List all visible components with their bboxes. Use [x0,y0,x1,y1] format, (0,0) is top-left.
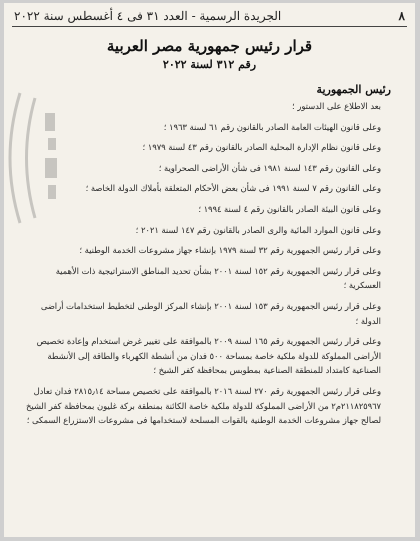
gazette-issue-line: الجريدة الرسمية - العدد ٣١ فى ٤ أغسطس سنة ٢٠٢٢ [14,9,282,23]
decree-body [26,99,395,428]
body-line: وعلى قانون الموارد المائية والرى الصادر بالقانون رقم ١٤٧ لسنة ٢٠٢١ ؛ [135,224,381,235]
body-line: وعلى القانون رقم ١٤٣ لسنة ١٩٨١ فى شأن الأراضى الصحراوية ؛ [158,162,381,173]
page-number: ٨ [398,9,405,23]
body-line: وعلى قرار رئيس الجمهورية رقم ١٥٣ لسنة ٢٠٠١ بإنشاء المركز الوطنى لتخطيط استخدامات أراضى الدولة ؛ [40,300,381,326]
body-line: وعلى قانون البيئة الصادر بالقانون رقم ٤ لسنة ١٩٩٤ ؛ [198,203,381,214]
body-line: وعلى قرار رئيس الجمهورية رقم ٢٧٠ لسنة ٢٠١٦ بالموافقة على تخصيص مساحة ٢٨١٥٫١٤ فدان تعادل ٢١١٨٢٥٩٦٧م٢ من الأراضى المملوكة للدولة ملكية خاصة الكائنة بمنطقة بركة غليون بمحافظة كفر الشيخ لصالح جهاز مشروعات الخدمة الوطنية بالقوات المسلحة لاستخدامها فى مشروعات الاستزراع السمكى ؛ [26,385,381,426]
body-line: بعد الاطلاع على الدستور ؛ [292,101,381,111]
body-line: وعلى قرار رئيس الجمهورية رقم ١٥٢ لسنة ٢٠٠١ بشأن تحديد المناطق الاستراتيجية ذات الأهمية العسكرية ؛ [55,265,381,291]
body-line: وعلى قانون الهيئات العامة الصادر بالقانون رقم ٦١ لسنة ١٩٦٣ ؛ [163,121,381,132]
decree-number: رقم ٣١٢ لسنة ٢٠٢٢ [162,58,257,71]
body-line: وعلى قرار رئيس الجمهورية رقم ١٦٥ لسنة ٢٠٠٩ بالموافقة على تغيير غرض استخدام وإعادة تخصيص الأراضى المملوكة للدولة ملكية خاصة بمساحة ٥٠٠ فدان من أنشطة الكهرباء والطاقة إلى الأنشطة الصناعية كامتداد للمنطقة الصناعية بمطوبس بمحافظة كفر الشيخ ؛ [36,336,381,376]
body-line: وعلى قانون نظام الإدارة المحلية الصادر بالقانون رقم ٤٣ لسنة ١٩٧٩ ؛ [142,142,381,153]
decree-title: قرار رئيس جمهورية مصر العربية [106,37,313,55]
body-line: وعلى قرار رئيس الجمهورية رقم ٣٢ لسنة ١٩٧٩ بإنشاء جهاز مشروعات الخدمة الوطنية ؛ [79,245,381,256]
header-divider [12,26,407,27]
page-header [14,7,405,25]
gazette-page [4,3,415,537]
body-line: وعلى القانون رقم ٧ لسنة ١٩٩١ فى شأن بعض الأحكام المتعلقة بأملاك الدولة الخاصة ؛ [85,183,381,194]
issuer-heading: رئيس الجمهورية [316,83,391,96]
